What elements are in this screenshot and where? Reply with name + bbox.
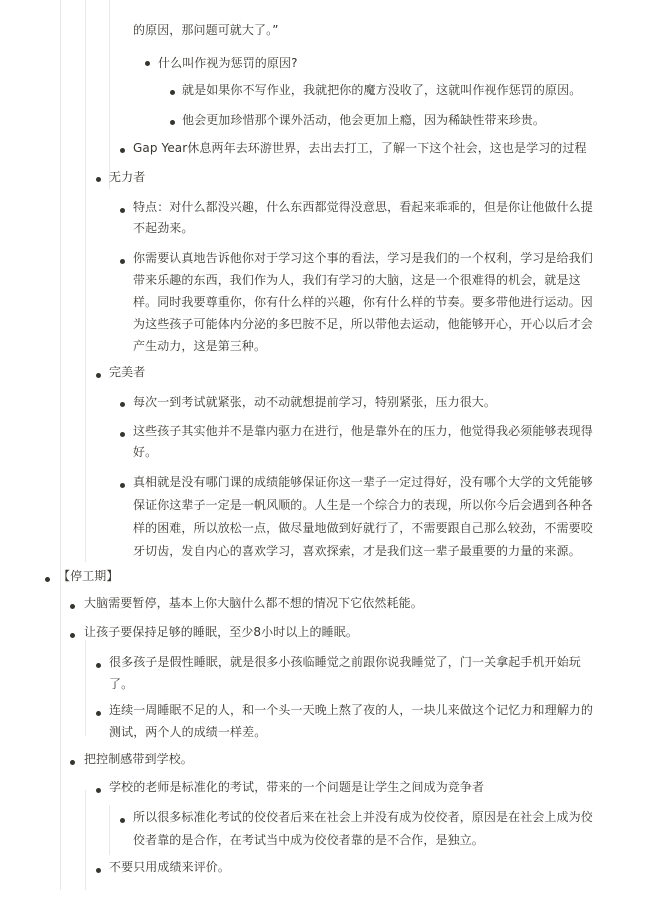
indent-guide-3 [109,0,110,189]
bullet-dot [70,760,75,765]
section-heading: 完美者 [109,365,146,379]
bullet-dot [120,818,125,823]
list-item-text: 特点：对什么都没兴趣，什么东西都觉得没意思，看起来乖乖的，但是你让他做什么提 [133,200,593,214]
bullet-dot [120,483,125,488]
bullet-dot [96,663,101,668]
list-item-text: 什么叫作视为惩罚的原因? [158,56,298,70]
indent-guide-6 [109,805,110,855]
indent-guide-4 [85,640,86,736]
list-item-text: 不要只用成绩来评价。 [109,860,231,874]
section-heading: 无力者 [109,170,146,184]
list-item-text: 学校的老师是标准化的考试，带来的一个问题是让学生之间成为竞争者 [109,780,485,794]
list-item-text: 每次一到考试就紧张，动不动就想提前学习，特别紧张，压力很大。 [133,395,497,409]
list-item-text: 保证你这辈子一定是一帆风顺的。人生是一个综合力的表现，所以你今后会遇到各种各 [133,498,593,512]
bullet-dot [96,868,101,873]
bullet-dot [96,788,101,793]
list-item-text: 带来乐趣的东西，我们作为人，我们有学习的大脑，这是一个很难得的机会，就是这 [133,273,581,287]
section-heading: 【停工期】 [58,569,119,583]
bullet-dot [120,208,125,213]
list-item-text: 让孩子要保持足够的睡眠，至少8小时以上的睡眠。 [84,625,358,639]
list-item-text: Gap Year休息两年去环游世界，去出去打工，了解一下这个社会，这也是学习的过程 [133,141,587,155]
list-item-text: 他会更加珍惜那个课外活动，他会更加上瘾，因为稀缺性带来珍贵。 [182,113,546,127]
bullet-dot [96,711,101,716]
bullet-dot [45,577,50,582]
list-item-text: 了。 [109,677,134,691]
list-item-text: 样的困难，所以放松一点，做尽量地做到好就行了，不需要跟自己那么较劲，不需要咬 [133,521,593,535]
bullet-dot [96,373,101,378]
list-item-text: 不起劲来。 [133,221,194,235]
list-item-text: 测试，两个人的成绩一样差。 [109,725,267,739]
bullet-dot [96,177,101,182]
bullet-dot [120,432,125,437]
indent-guide-2 [85,0,86,562]
list-item-text: 把控制感带到学校。 [84,752,193,766]
list-item-text: 就是如果你不写作业，我就把你的魔方没收了，这就叫作视作惩罚的原因。 [182,83,582,97]
bullet-dot [120,148,125,153]
bullet-dot [120,259,125,264]
list-item-text: 连续一周睡眠不足的人，和一个头一天晚上熬了夜的人，一块儿来做这个记忆力和理解力的 [109,703,594,717]
list-item-text: 好。 [133,445,158,459]
list-item-text: 产生动力，这是第三种。 [133,339,267,353]
list-item-text: 这些孩子其实他并不是靠内驱力在进行，他是靠外在的压力，他觉得我必须能够表现得 [133,424,593,438]
indent-guide-1 [60,0,61,890]
bullet-dot [70,604,75,609]
bullet-dot [120,402,125,407]
list-item-text: 佼者靠的是合作，在考试当中成为佼佼者靠的是不合作，是独立。 [133,833,484,847]
list-item-text: 所以很多标准化考试的佼佼者后来在社会上并没有成为佼佼者，原因是在社会上成为佼 [133,810,593,824]
list-item-text: 样。同时我要尊重你，你有什么样的兴趣，你有什么样的节奏。要多带他进行运动。因 [133,295,593,309]
list-item-text: 牙切齿，发自内心的喜欢学习，喜欢探索，才是我们这一辈子最重要的力量的来源。 [133,544,581,558]
list-item-text: 大脑需要暂停，基本上你大脑什么都不想的情况下它依然耗能。 [84,596,423,610]
indent-guide-5 [85,790,86,890]
bullet-dot [170,120,175,125]
bullet-dot [170,90,175,95]
list-item-text: 的原因，那问题可就大了。” [133,23,279,37]
bullet-dot [145,61,150,66]
list-item-text: 你需要认真地告诉他你对于学习这个事的看法，学习是我们的一个权利，学习是给我们 [133,251,593,265]
list-item-text: 很多孩子是假性睡眠，就是很多小孩临睡觉之前跟你说我睡觉了，门一关拿起手机开始玩 [109,655,581,669]
bullet-dot [70,633,75,638]
list-item-text: 为这些孩子可能体内分泌的多巴胺不足，所以带他去运动，他能够开心，开心以后才会 [133,317,593,331]
list-item-text: 真相就是没有哪门课的成绩能够保证你这一辈子一定过得好，没有哪个大学的文凭能够 [133,475,593,489]
